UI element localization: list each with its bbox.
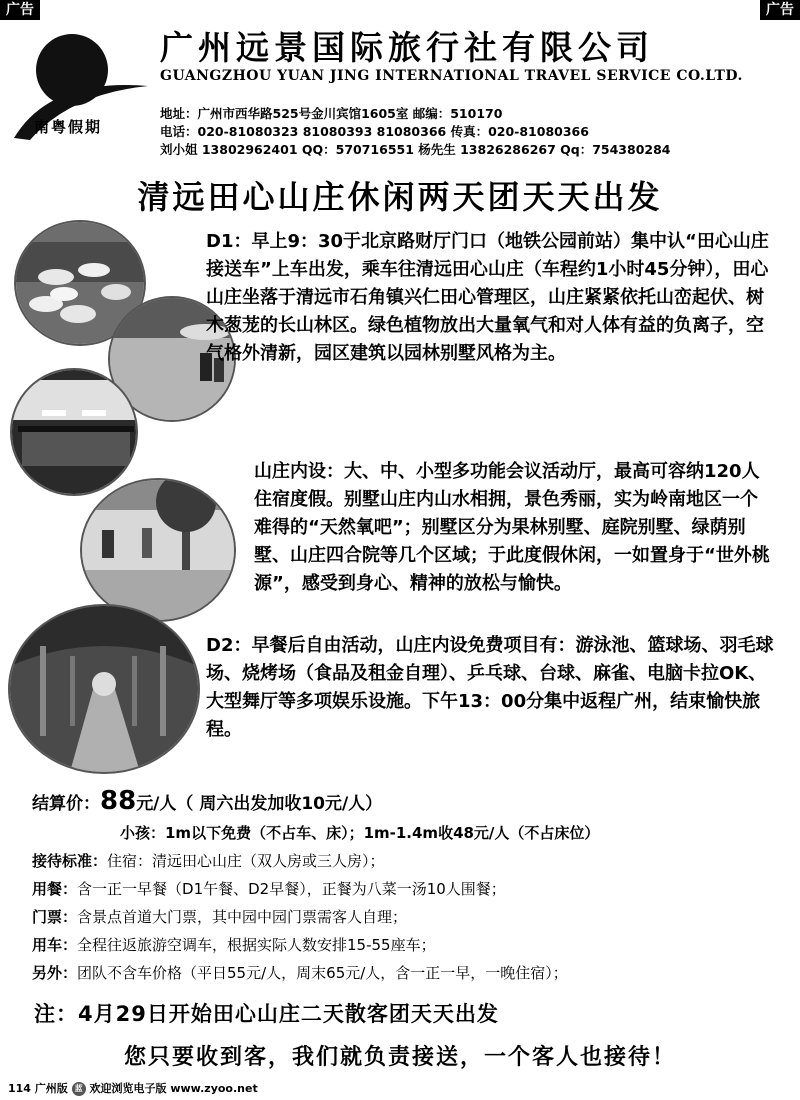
villa-photo [80,478,236,622]
day2-label: D2： [206,635,252,656]
facilities-text: 山庄内设：大、中、小型多功能会议活动厅，最高可容纳120人住宿度假。别墅山庄内山水相拥，景色秀丽，实为岭南地区一个难得的“天然氧吧”；别墅区分为果林别墅、庭院别墅、绿荫别墅、山庄四合院等几个区域；于此度假休闲，一如置身于“世外桃源”，感受到身心、精神的放松与愉快。 [254,461,770,594]
detail-row [32,878,506,899]
detail-label: 门票： [32,908,78,926]
edition-badge-icon: 蓝 [72,1082,86,1096]
slogan: 您只要收到客，我们就负责接送，一个客人也接待！ [123,1045,676,1070]
departure-note: 注：4月29日开始田心山庄二天散客团天天出发 [34,1002,499,1026]
website-link[interactable]: 欢迎浏览电子版 www.zyoo.net [89,1082,258,1095]
day1-text: 早上9：30于北京路财厅门口（地铁公园前站）集中认“田心山庄接送车”上车出发，乘车往清远田心山庄（车程约1小时45分钟），田心山庄坐落于清远市石角镇兴仁田心管理区，山庄紧紧依托山峦起伏、树木葱茏的长山林区。绿色植物放出大量氧气和对人体有益的负离子，空气格外清新，园区建筑以园林别墅风格为主。 [206,231,769,364]
ad-tag-left: 广告 [0,0,40,20]
detail-row [32,850,385,871]
company-name-en: GUANGZHOU YUAN JING INTERNATIONAL TRAVEL SERVICE CO.LTD. [160,68,743,84]
logo-text: 南粤假期 [34,118,103,136]
headline: 清远田心山庄休闲两天团天天出发 [137,178,663,216]
detail-text: 含景点首道大门票，其中园中园门票需客人自理； [77,908,408,926]
price-label: 结算价： [32,794,100,814]
day1-section [206,228,776,368]
detail-text: 团队不含车价格（平日55元/人，周末65元/人，含一正一早，一晚住宿）； [77,964,568,982]
price-value: 88 [100,786,137,816]
page-number: 114 [8,1082,31,1095]
edition-label: 广州版 [34,1082,68,1095]
ad-tag-right: 广告 [760,0,800,20]
detail-label: 用餐： [32,880,78,898]
children-price: 小孩：1m以下免费（不占车、床）；1m-1.4m收48元/人（不占床位） [120,824,600,842]
garden-path-photo [8,604,200,774]
billiards-photo [10,368,138,496]
price-row [32,786,382,816]
detail-label: 另外： [32,964,78,982]
detail-row [32,962,568,983]
detail-text: 住宿：清远田心山庄（双人房或三人房）； [107,852,385,870]
detail-row [32,906,407,927]
company-name-cn: 广州远景国际旅行社有限公司 [160,28,654,67]
price-unit: 元/人（ 周六出发加收10元/人） [136,794,383,814]
contacts-line: 刘小姐 13802962401 QQ：570716551 杨先生 13826286267 Qq：754380284 [160,142,671,157]
phone-line: 电话：020-81080323 81080393 81080366 传真：020-81080366 [160,124,589,139]
day2-text: 早餐后自由活动，山庄内设免费项目有：游泳池、篮球场、羽毛球场、烧烤场（食品及租金自理）、乒乓球、台球、麻雀、电脑卡拉OK、大型舞厅等多项娱乐设施。下午13：00分集中返程广州，结束愉快旅程。 [206,635,774,740]
detail-label: 接待标准： [32,852,108,870]
detail-label: 用车： [32,936,78,954]
page-footer [8,1080,258,1096]
detail-row [32,934,436,955]
day1-label: D1： [206,231,252,252]
address-line: 地址：广州市西华路525号金川宾馆1605室 邮编：510170 [160,106,503,121]
detail-text: 全程往返旅游空调车，根据实际人数安排15-55座车； [77,936,436,954]
detail-text: 含一正一早餐（D1午餐、D2早餐），正餐为八菜一汤10人围餐； [77,880,506,898]
day2-section [206,632,776,744]
